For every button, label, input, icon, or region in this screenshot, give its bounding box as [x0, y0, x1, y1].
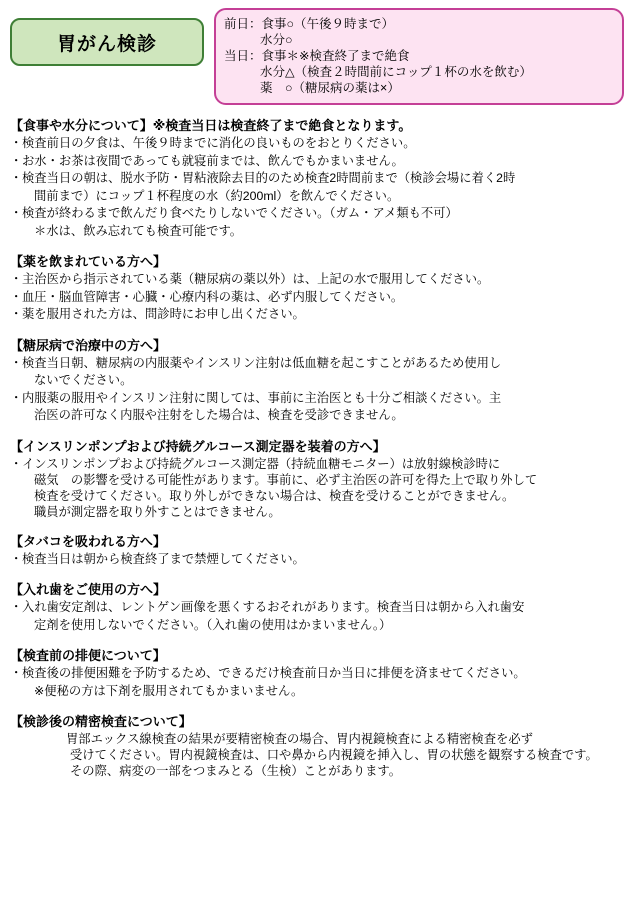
bullet-marker: ・ [10, 600, 23, 614]
section-dentures [10, 581, 624, 634]
summary-line: 前日：食事○（午後９時まで） [224, 17, 395, 31]
body-line-continuation: その際、病変の一部をつまみとる（生検）ことがあります。 [70, 764, 402, 778]
header [10, 8, 624, 105]
bullet-marker: ・ [10, 289, 23, 304]
body-text: 検査後の排便困難を予防するため、できるだけ検査前日か当日に排便を済ませてください。 [22, 666, 526, 680]
body-text: 内服薬の服用やインスリン注射に関しては、事前に主治医とも十分ご相談ください。主 [22, 390, 502, 405]
body-line [10, 271, 624, 289]
body-text: 入れ歯安定剤は、レントゲン画像を悪くするおそれがあります。検査当日は朝から入れ歯安 [22, 600, 525, 614]
body-line [10, 390, 624, 408]
page-title-badge [10, 18, 204, 66]
bullet-marker: ・ [10, 666, 23, 680]
body-text: お水・お茶は夜間であっても就寝前までは、飲んでもかまいません。 [22, 153, 404, 168]
section-insulin-pump [10, 438, 624, 520]
section-heading: 【インスリンポンプおよび持続グルコース測定器を装着の方へ】 [10, 438, 386, 454]
body-line-continuation: 治医の許可なく内服や注射をした場合は、検査を受診できません。 [34, 408, 404, 422]
bullet-marker: ・ [10, 206, 23, 220]
body-line-continuation: 職員が測定器を取り外すことはできません。 [34, 504, 281, 519]
section-heading: 【タバコを吸われる方へ】 [10, 533, 166, 549]
summary-line: 薬 ○（糖尿病の薬は×） [260, 81, 400, 95]
body-line [10, 205, 624, 223]
section-meals-and-fluids [10, 117, 624, 240]
section-heading: 【食事や水分について】※検査当日は検査終了まで絶食となります。 [10, 118, 412, 133]
body-line [10, 170, 624, 188]
section-heading: 【薬を飲まれている方へ】 [10, 254, 167, 269]
summary-box [214, 8, 624, 105]
body-line-continuation: ※便秘の方は下剤を服用されてもかまいません。 [34, 683, 304, 698]
section-heading: 【入れ歯をご使用の方へ】 [10, 582, 167, 597]
body-line-continuation: 検査を受けてください。取り外しができない場合は、検査を受けることができません。 [34, 488, 515, 503]
body-line-continuation: 定剤を使用しないでください。（入れ歯の使用はかまいません。） [34, 617, 392, 632]
bullet-marker: ・ [10, 307, 23, 321]
section-smoking [10, 533, 624, 569]
bullet-marker: ・ [10, 390, 23, 405]
bullet-marker: ・ [10, 551, 23, 566]
bullet-marker: ・ [10, 136, 23, 150]
body-line-continuation: 間前まで）にコップ１杯程度の水（約200ml）を飲んでください。 [34, 188, 400, 203]
page-title: 胃がん検診 [56, 33, 157, 55]
section-detailed-examination [10, 713, 624, 779]
body-line [10, 289, 624, 307]
body-line [10, 355, 624, 373]
body-text: 薬を服用された方は、問診時にお申し出ください。 [22, 307, 305, 321]
body-line [10, 306, 624, 324]
bullet-marker: ・ [10, 171, 23, 185]
body-text: インスリンポンプおよび持続グルコース測定器（持続血糖モニター）は放射線検診時に [22, 456, 501, 471]
body-line [10, 456, 624, 472]
bullet-marker: ・ [10, 272, 23, 286]
sections [10, 117, 624, 779]
body-text: 主治医から指示されている薬（糖尿病の薬以外）は、上記の水で服用してください。 [22, 272, 490, 286]
section-bowel-movement [10, 647, 624, 700]
body-text: 検査当日の朝は、脱水予防・胃粘液除去目的のため検査2時間前まで（検診会場に着く2時 [22, 171, 516, 185]
bullet-marker: ・ [10, 456, 23, 471]
body-line [10, 599, 624, 617]
section-heading: 【検診後の精密検査について】 [10, 714, 192, 729]
section-medication [10, 253, 624, 324]
body-text: 検査当日は朝から検査終了まで禁煙してください。 [22, 551, 305, 566]
section-heading: 【検査前の排便について】 [10, 648, 166, 663]
body-line-continuation: ないでください。 [34, 373, 133, 387]
summary-line: 当日：食事＊※検査終了まで絶食 [224, 49, 410, 63]
body-note: ＊水は、飲み忘れても検査可能です。 [34, 223, 243, 238]
summary-line: 水分△（検査２時間前にコップ１杯の水を飲む） [260, 65, 532, 79]
body-line: 胃部エックス線検査の結果が要精密検査の場合、胃内視鏡検査による精密検査を必ず [66, 732, 533, 746]
body-line-continuation: 磁気 の影響を受ける可能性があります。事前に、必ず主治医の許可を得た上で取り外して [34, 472, 538, 487]
bullet-marker: ・ [10, 355, 23, 370]
body-text: 検査当日朝、糖尿病の内服薬やインスリン注射は低血糖を起こすことがあるため使用し [22, 355, 502, 370]
section-diabetes [10, 337, 624, 425]
section-heading: 【糖尿病で治療中の方へ】 [10, 337, 167, 353]
body-line [10, 551, 624, 569]
body-line-continuation: 受けてください。胃内視鏡検査は、口や鼻から内視鏡を挿入し、胃の状態を観察する検査です。 [70, 748, 598, 762]
body-text: 検査前日の夕食は、午後９時までに消化の良いものをおとりください。 [22, 136, 416, 150]
body-line [10, 135, 624, 153]
bullet-marker: ・ [10, 153, 23, 168]
summary-line: 水分○ [260, 33, 293, 47]
body-text: 検査が終わるまで飲んだり食べたりしないでください。（ガム・アメ類も不可） [22, 206, 458, 220]
body-line [10, 665, 624, 683]
body-text: 血圧・脳血管障害・心臓・心療内科の薬は、必ず内服してください。 [22, 289, 404, 304]
body-line [10, 153, 624, 171]
